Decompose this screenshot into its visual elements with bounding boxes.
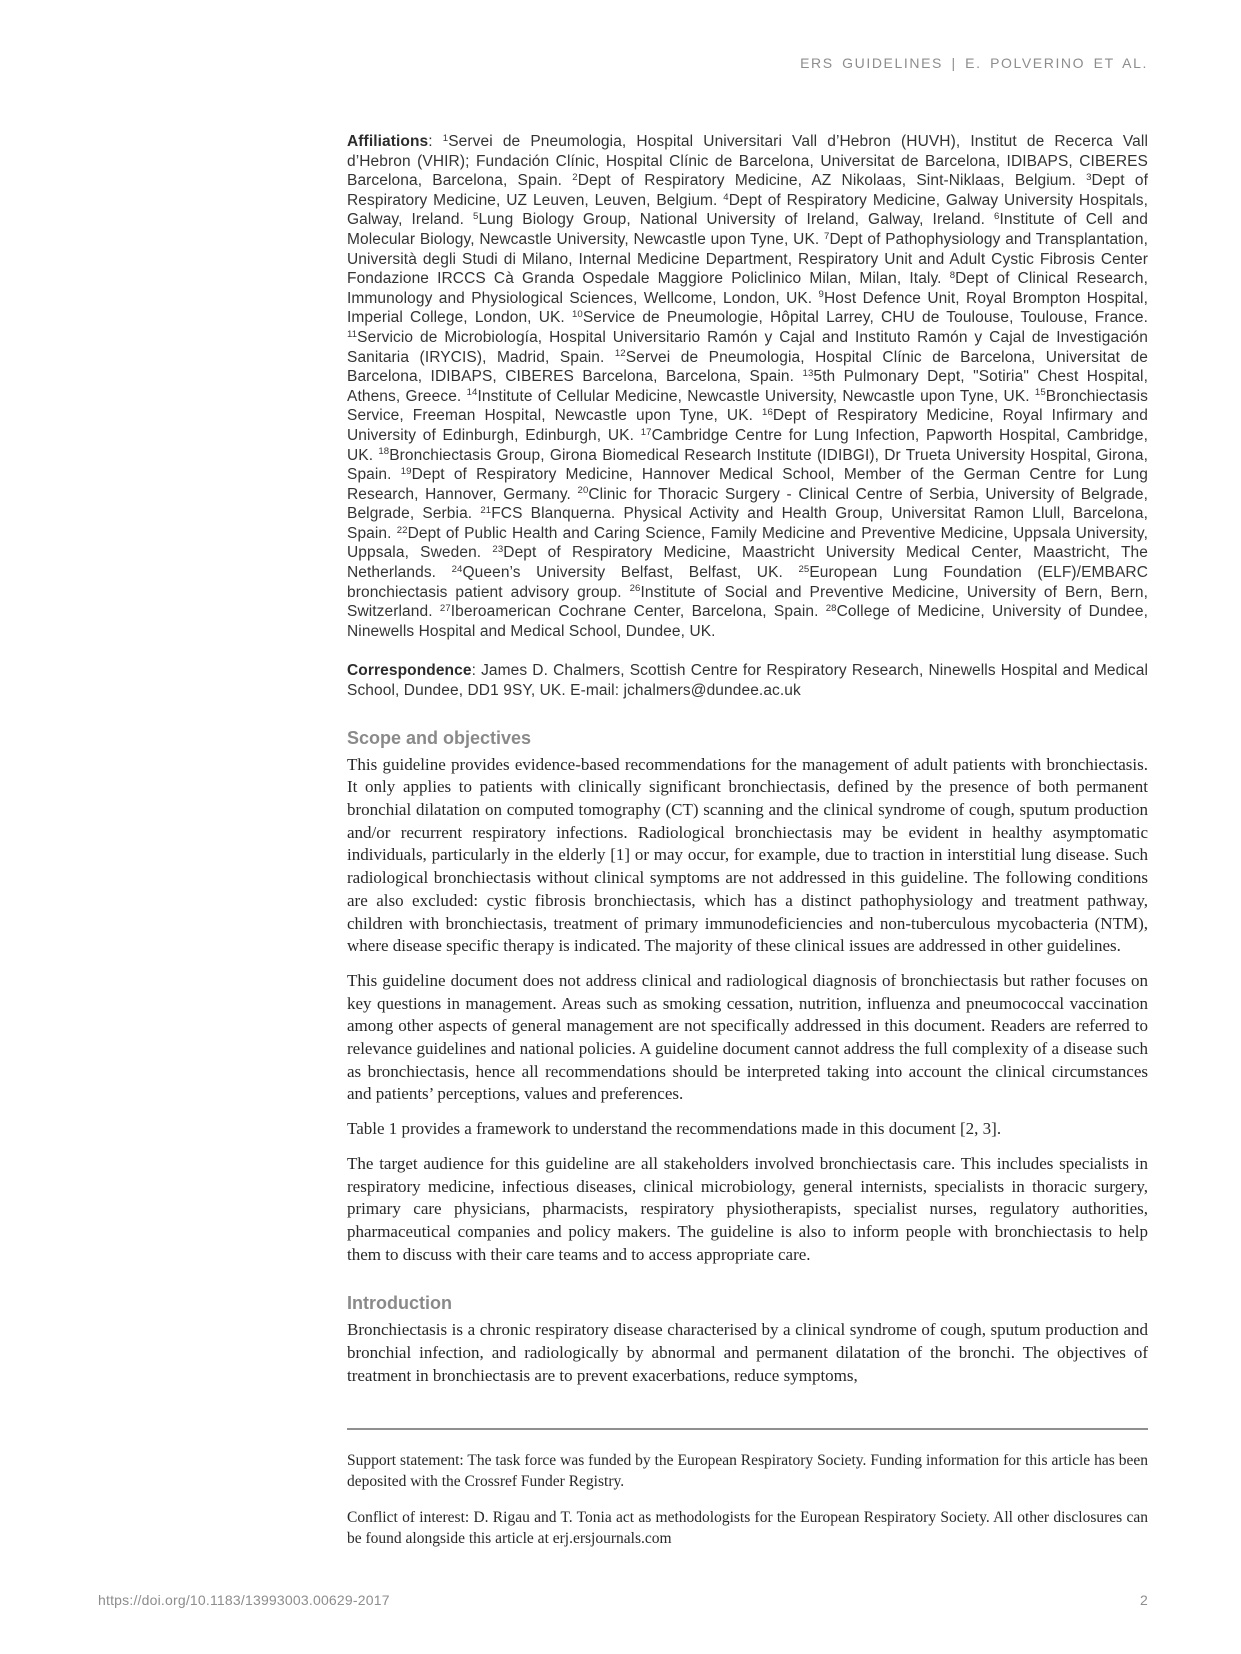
affiliation-number: 6 [994,211,1000,223]
section-heading-introduction: Introduction [347,1293,452,1314]
conflict-of-interest-statement: Conflict of interest: D. Rigau and T. Tonia act as methodologists for the European Respiratory Society. All other disclosures can be found alongside this article at erj.ersjournals.com [347,1509,1148,1547]
affiliation-number: 11 [347,328,358,340]
affiliation-number: 22 [396,524,408,536]
affiliation-number: 25 [798,563,810,575]
affiliation-number: 20 [577,485,589,497]
affiliation-number: 13 [802,367,814,379]
page-number: 2 [1140,1592,1148,1608]
correspondence-text: James D. Chalmers, Scottish Centre for Respiratory Research, Ninewells Hospital and Medical School, Dundee, DD1 9SY, UK. E-mail: [347,662,1148,700]
page-footer [98,1592,1148,1608]
affiliation-number: 7 [824,230,830,242]
affiliation-number: 19 [400,465,412,477]
correspondence-separator: : [471,662,482,680]
affiliation-number: 4 [723,191,729,203]
section-introduction [347,1293,1148,1387]
affiliation-number: 10 [571,309,583,321]
affiliation-number: 17 [640,426,652,438]
correspondence-label: Correspondence [347,662,472,680]
scope-paragraph-4: The target audience for this guideline are all stakeholders involved bronchiectasis care. This includes specialists in respiratory medicine, infectious diseases, clinical microbiology, general internists, specialists in thoracic surgery, primary care physicians, pharmacists, respiratory physiotherapists, specialist nurses, regulatory authorities, pharmaceutical companies and policy makers. The guideline is also to inform people with bronchiectasis to help them to discuss with their care teams and to access appropriate care. [347,1153,1148,1264]
section-heading-scope: Scope and objectives [347,727,532,748]
page-content [347,132,1148,1564]
affiliation-number: 18 [378,446,390,458]
doi-text: https://doi.org/10.1183/13993003.00629-2017 [98,1592,390,1608]
affiliation-number: 24 [451,563,463,575]
scope-paragraph-1: This guideline provides evidence-based recommendations for the management of adult patients with bronchiectasis. It only applies to patients with clinically significant bronchiectasis, defined by the presence of both permanent bronchial dilatation on computed tomography (CT) scanning and the clinical syndrome of cough, sputum production and/or recurrent respiratory infections. Radiological bronchiectasis may be evident in healthy asymptomatic individuals, particularly in the elderly [1] or may occur, for example, due to traction in interstitial lung disease. Such radiological bronchiectasis without clinical symptoms are not addressed in this guideline. The following conditions are also excluded: cystic fibrosis bronchiectasis, which has a distinct pathophysiology and treatment pathway, children with bronchiectasis, treatment of primary immunodeficiencies and non-tuberculous mycobacteria (NTM), where disease specific therapy is indicated. The majority of these clinical issues are addressed in other guidelines. [347,754,1148,956]
affiliations-separator: : [428,133,443,150]
scope-paragraph-3: Table 1 provides a framework to understand the recommendations made in this document [2, 3]. [347,1119,1002,1139]
footnote-block [347,1428,1148,1564]
affiliation-number: 26 [629,583,641,595]
affiliation-number: 3 [1086,171,1092,183]
affiliation-number: 12 [614,348,626,360]
affiliation-number: 1 [442,132,449,144]
correspondence-email: jchalmers@dundee.ac.uk [623,682,801,700]
affiliation-number: 15 [1034,387,1046,399]
affiliation-number: 2 [572,171,578,183]
affiliation-number: 28 [825,602,837,614]
affiliation-number: 9 [818,289,824,301]
section-scope-and-objectives [347,728,1148,1267]
affiliation-number: 5 [473,211,479,223]
affiliation-number: 21 [480,505,492,516]
scope-paragraph-2: This guideline document does not address clinical and radiological diagnosis of bronchiectasis but rather focuses on key questions in management. Areas such as smoking cessation, nutrition, influenza and pneumococcal vaccination among other aspects of general management are not specifically addressed in this document. Readers are referred to relevance guidelines and national policies. A guideline document cannot address the full complexity of a disease such as bronchiectasis, hence all recommendations should be interpreted taking into account the clinical circumstances and patients’ perceptions, values and preferences. [347,970,1148,1104]
affiliation-number: 8 [949,269,956,281]
affiliations-items: $^1$Servei de Pneumologia, Hospital Universitari Vall d’Hebron (HUVH), Institut de Recerca Vall d’Hebron (VHIR); Fundación Clínic, Hospital Clínic de Barcelona, Universitat de Barcelona, IDIBAPS, CIBERES Barcelona, Barcelona, Spain. $^2$Dept of Respiratory Medicine, AZ Nikolaas, Sint-Niklaas, Belgium. $^3$Dept of Respiratory Medicine, UZ Leuven, Leuven, Belgium. $^4$Dept of Respiratory Medicine, Galway University Hospitals, Galway, Ireland. $^5$Lung Biology Group, National University of Ireland, Galway, Ireland. $^6$Institute of Cell and Molecular Biology, Newcastle University, Newcastle upon Tyne, UK. $^7$Dept of Pathophysiology and Transplantation, Università degli Studi di Milano, Internal Medicine Department, Respiratory Unit and Adult Cystic Fibrosis Center Fondazione IRCCS Cà Granda Ospedale Maggiore Policlinico Milan, Milan, Italy. $^8$Dept of Clinical Research, Immunology and Physiological Sciences, Wellcome, London, UK. $^9$Host Defence Unit, Royal Brompton Hospital, Imperial College, London, UK. $^{10}$Service de Pneumologie, Hôpital Larrey, CHU de Toulouse, Toulouse, France. $^{11}$Servicio de Microbiología, Hospital Universitario Ramón y Cajal and Instituto Ramón y Cajal de Investigación Sanitaria (IRYCIS), Madrid, Spain. $^{12}$Servei de Pneumologia, Hospital Clínic de Barcelona, Universitat de Barcelona, IDIBAPS, CIBERES Barcelona, Barcelona, Spain. $^{13}$5th Pulmonary Dept, "Sotiria" Chest Hospital, Athens, Greece. $^{14}$Institute of Cellular Medicine, Newcastle University, Newcastle upon Tyne, UK. $^{15}$Bronchiectasis Service, Freeman Hospital, Newcastle upon Tyne, UK. $^{16}$Dept of Respiratory Medicine, Royal Infirmary and University of Edinburgh, Edinburgh, UK. $^{17}$Cambridge Centre for Lung Infection, Papworth Hospital, Cambridge, UK. $^{18}$Bronchiectasis Group, Girona Biomedical Research Institute (IDIBGI), Dr Trueta University Hospital, Girona, Spain. $^{19}$Dept of Respiratory Medicine, Hannover Medical School, Member of the German Centre for Lung Research, Hannover, Germany. $^{20}$Clinic for Thoracic Surgery - Clinical Centre of Serbia, University of Belgrade, Belgrade, Serbia. $^{21}$FCS Blanquerna. Physical Activity and Health Group, Universitat Ramon Llull, Barcelona, Spain. $^{22}$Dept of Public Health and Caring Science, Family Medicine and Preventive Medicine, Uppsala University, Uppsala, Sweden. $^{23}$Dept of Respiratory Medicine, Maastricht University Medical Center, Maastricht, The Netherlands. $^{24}$Queen’s University Belfast, Belfast, UK. $^{25}$European Lung Foundation (ELF)/EMBARC bronchiectasis patient advisory group. $^{26}$Institute of Social and Preventive Medicine, University of Bern, Bern, Switzerland. $^{27}$Iberoamerican Cochrane Center, Barcelona, Spain. $^{28}$College of Medicine, University of Dundee, Ninewells Hospital and Medical School, Dundee, UK. [347,132,1149,640]
affiliations-paragraph [347,132,1148,641]
affiliation-number: 23 [492,544,504,556]
footnote-divider [347,1428,1148,1430]
support-statement: Support statement: The task force was funded by the European Respiratory Society. Funding information for this article has been deposited with the Crossref Funder Registry. [347,1452,1148,1490]
affiliation-number: 27 [439,602,451,614]
affiliations-label: Affiliations [347,133,429,150]
affiliation-number: 16 [762,407,773,419]
introduction-paragraph-1: Bronchiectasis is a chronic respiratory disease characterised by a clinical syndrome of cough, sputum production and bronchial infection, and radiologically by abnormal and permanent dilatation of the bronchi. The objectives of treatment in bronchiectasis are to prevent exacerbations, reduce symptoms, [347,1320,1148,1385]
affiliation-number: 14 [466,387,478,399]
main-text-column [347,132,1148,1400]
correspondence-paragraph [347,661,1148,700]
running-header: ERS GUIDELINES | E. POLVERINO ET AL. [800,55,1148,71]
